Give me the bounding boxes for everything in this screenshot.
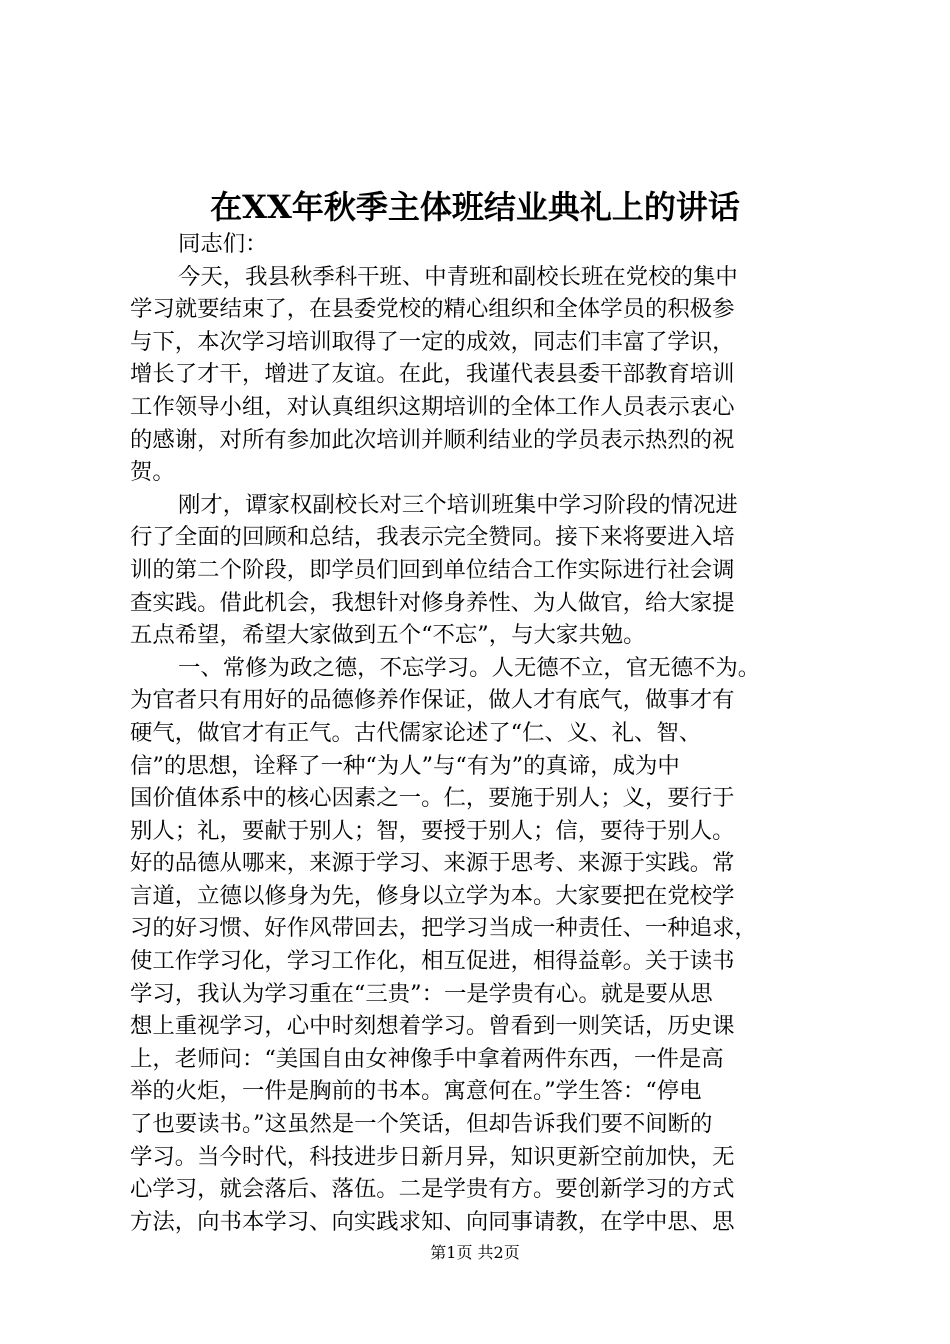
paragraph-line: 为官者只有用好的品德修养作保证，做人才有底气，做事才有 (130, 687, 735, 714)
paragraph-line: 工作领导小组，对认真组织这期培训的全体工作人员表示衷心 (130, 393, 735, 420)
paragraph-line: 信”的思想，诠释了一种“为人”与“有为”的真谛，成为中 (130, 752, 680, 779)
salutation-line: 同志们： (178, 231, 268, 257)
page-number: 第1页 共2页 (430, 1243, 520, 1262)
paragraph-line: 学习。当今时代，科技进步日新月异，知识更新空前加快，无 (130, 1143, 735, 1170)
document-body (130, 228, 850, 1238)
paragraph-line: 了也要读书。”这虽然是一个笑话，但却告诉我们要不间断的 (130, 1111, 713, 1138)
paragraph-line: 行了全面的回顾和总结，我表示完全赞同。接下来将要进入培 (130, 524, 735, 551)
paragraph-line: 学习，我认为学习重在“三贵”：一是学贵有心。就是要从思 (130, 980, 713, 1007)
paragraph-line: 心学习，就会落后、落伍。二是学贵有方。要创新学习的方式 (130, 1176, 735, 1203)
paragraph-line: 举的火炬，一件是胸前的书本。寓意何在。”学生答：“停电 (130, 1078, 702, 1105)
paragraph-line: 方法，向书本学习、向实践求知、向同事请教，在学中思、思 (130, 1208, 735, 1235)
paragraph-line: 学习就要结束了，在县委党校的精心组织和全体学员的积极参 (130, 296, 735, 323)
paragraph-line: 查实践。借此机会，我想针对修身养性、为人做官，给大家提 (130, 589, 735, 616)
paragraph-line: 使工作学习化，学习工作化，相互促进，相得益彰。关于读书 (130, 948, 735, 975)
paragraph-line: 言道，立德以修身为先，修身以立学为本。大家要把在党校学 (130, 882, 735, 909)
paragraph-line: 五点希望，希望大家做到五个“不忘”，与大家共勉。 (130, 622, 646, 649)
paragraph-line: 与下，本次学习培训取得了一定的成效，同志们丰富了学识， (130, 328, 735, 355)
paragraph-line: 刚才，谭家权副校长对三个培训班集中学习阶段的情况进 (178, 491, 738, 518)
paragraph-line: 想上重视学习，心中时刻想着学习。曾看到一则笑话，历史课 (130, 1013, 735, 1040)
paragraph-line: 上，老师问：“美国自由女神像手中拿着两件东西，一件是高 (130, 1045, 724, 1072)
document-title: 在XX年秋季主体班结业典礼上的讲话 (210, 188, 740, 226)
paragraph-line: 增长了才干，增进了友谊。在此，我谨代表县委干部教育培训 (130, 361, 735, 388)
paragraph-line: 国价值体系中的核心因素之一。仁，要施于别人；义，要行于 (130, 785, 735, 812)
paragraph-line: 训的第二个阶段，即学员们回到单位结合工作实际进行社会调 (130, 556, 735, 583)
paragraph-line: 硬气，做官才有正气。古代儒家论述了“仁、义、礼、智、 (130, 719, 702, 746)
paragraph-line: 习的好习惯、好作风带回去，把学习当成一种责任、一种追求， (130, 915, 757, 942)
paragraph-line: 好的品德从哪来，来源于学习、来源于思考、来源于实践。常 (130, 850, 735, 877)
paragraph-line: 贺。 (130, 459, 175, 486)
paragraph-line: 一、常修为政之德，不忘学习。人无德不立，官无德不为。 (178, 654, 761, 681)
paragraph-line: 今天，我县秋季科干班、中青班和副校长班在党校的集中 (178, 263, 738, 290)
paragraph-line: 别人；礼，要献于别人；智，要授于别人；信，要待于别人。 (130, 817, 735, 844)
paragraph-line: 的感谢，对所有参加此次培训并顺利结业的学员表示热烈的祝 (130, 426, 735, 453)
